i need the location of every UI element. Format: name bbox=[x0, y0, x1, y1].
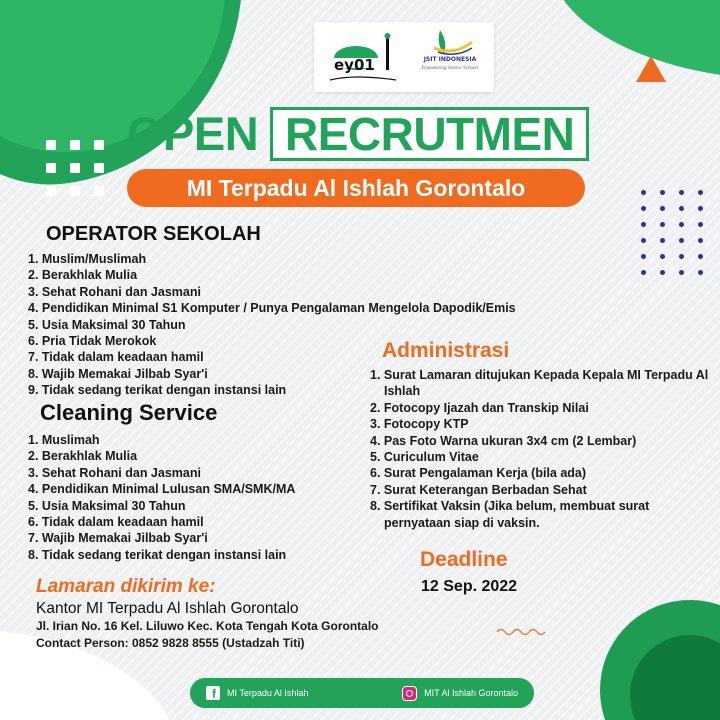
list-item: 6. Surat Pengalaman Kerja (bila ada) bbox=[370, 466, 587, 481]
list-item: 3. Sehat Rohani dan Jasmani bbox=[28, 284, 201, 299]
list-item: 8. Sertifikat Vaksin (Jika belum, membuat surat pernyataan siap di vaksin. bbox=[370, 499, 650, 530]
cleaning-requirements bbox=[28, 432, 295, 563]
list-item: 4. Pendidikan Minimal S1 Komputer / Punya Pengalaman Mengelola Dapodik/Emis bbox=[28, 301, 516, 316]
headline-recruit-box bbox=[270, 107, 589, 161]
send-to-title: Lamaran dikirim ke: bbox=[36, 576, 216, 597]
list-item: 1. Muslim/Muslimah bbox=[28, 252, 147, 266]
office-address: Jl. Irian No. 16 Kel. Liluwo Kec. Kota Tengah Kota Gorontalo bbox=[36, 619, 379, 633]
list-item: 7. Tidak dalam keadaan hamil bbox=[28, 350, 204, 365]
list-item: 1. Surat Lamaran ditujukan Kepada Kepala MI Terpadu Al Ishlah bbox=[370, 368, 709, 399]
corner-blob-top-right bbox=[550, 0, 720, 80]
decor-triangle-icon bbox=[636, 56, 666, 82]
instagram-label: MIT Al Ishlah Gorontalo bbox=[424, 688, 518, 698]
jsit-logo bbox=[412, 28, 488, 88]
decor-square-dots bbox=[46, 140, 104, 196]
list-item: 3. Sehat Rohani dan Jasmani bbox=[28, 465, 201, 480]
list-item: 7. Wajib Memakai Jilbab Syar'i bbox=[28, 531, 208, 546]
list-item: 8. Wajib Memakai Jilbab Syar'i bbox=[28, 366, 208, 381]
list-item: 7. Surat Keterangan Berbadan Sehat bbox=[370, 482, 587, 497]
list-item: 8. Tidak sedang terikat dengan instansi lain bbox=[28, 547, 287, 562]
office-name: Kantor MI Terpadu Al Ishlah Gorontalo bbox=[36, 600, 299, 617]
facebook-link[interactable] bbox=[206, 686, 308, 700]
foundation-logo bbox=[324, 30, 402, 86]
school-name-banner bbox=[127, 169, 585, 207]
decor-squiggle-icon bbox=[496, 626, 550, 636]
list-item: 3. Fotocopy KTP bbox=[370, 417, 469, 432]
headline-recruit: RECRUTMEN bbox=[285, 108, 575, 160]
instagram-icon bbox=[402, 686, 417, 701]
social-footer bbox=[190, 678, 534, 708]
list-item: 4. Pendidikan Minimal Lulusan SMA/SMK/MA bbox=[28, 482, 296, 497]
logo-card bbox=[314, 22, 494, 92]
decor-dot-grid bbox=[641, 190, 703, 275]
school-name: MI Terpadu Al Ishlah Gorontalo bbox=[186, 174, 526, 201]
operator-title: OPERATOR SEKOLAH bbox=[46, 223, 261, 245]
list-item: 2. Fotocopy Ijazah dan Transkip Nilai bbox=[370, 400, 589, 415]
list-item: 6. Pria Tidak Merokok bbox=[28, 334, 157, 349]
jsit-name: JSIT INDONESIA bbox=[423, 56, 477, 63]
deadline-title: Deadline bbox=[420, 548, 508, 571]
contact-person: Contact Person: 0852 9828 8555 (Ustadzah Titi) bbox=[36, 636, 305, 650]
cleaning-title: Cleaning Service bbox=[40, 400, 218, 425]
list-item: 6. Tidak dalam keadaan hamil bbox=[28, 515, 204, 530]
headline-open: OPEN bbox=[127, 107, 259, 160]
administrasi-title: Administrasi bbox=[382, 339, 510, 362]
list-item: 2. Berakhlak Mulia bbox=[28, 268, 138, 283]
list-item: 9. Tidak sedang terikat dengan instansi lain bbox=[28, 383, 287, 398]
list-item: 5. Usia Maksimal 30 Tahun bbox=[28, 317, 186, 332]
list-item: 5. Usia Maksimal 30 Tahun bbox=[28, 498, 186, 513]
facebook-icon: f bbox=[206, 686, 220, 700]
list-item: 4. Pas Foto Warna ukuran 3x4 cm (2 Lembar) bbox=[370, 433, 637, 448]
administrasi-requirements bbox=[370, 367, 715, 531]
list-item: 2. Berakhlak Mulia bbox=[28, 449, 138, 464]
instagram-link[interactable] bbox=[402, 686, 518, 701]
list-item: 5. Curiculum Vitae bbox=[370, 450, 479, 465]
list-item: 1. Muslimah bbox=[28, 433, 100, 447]
deadline-date: 12 Sep. 2022 bbox=[421, 578, 518, 595]
facebook-label: MI Terpadu Al Ishlah bbox=[227, 688, 309, 698]
jsit-tagline: Empowering Islamic Schools bbox=[421, 65, 479, 70]
svg-text:ey01: ey01 bbox=[334, 56, 375, 74]
